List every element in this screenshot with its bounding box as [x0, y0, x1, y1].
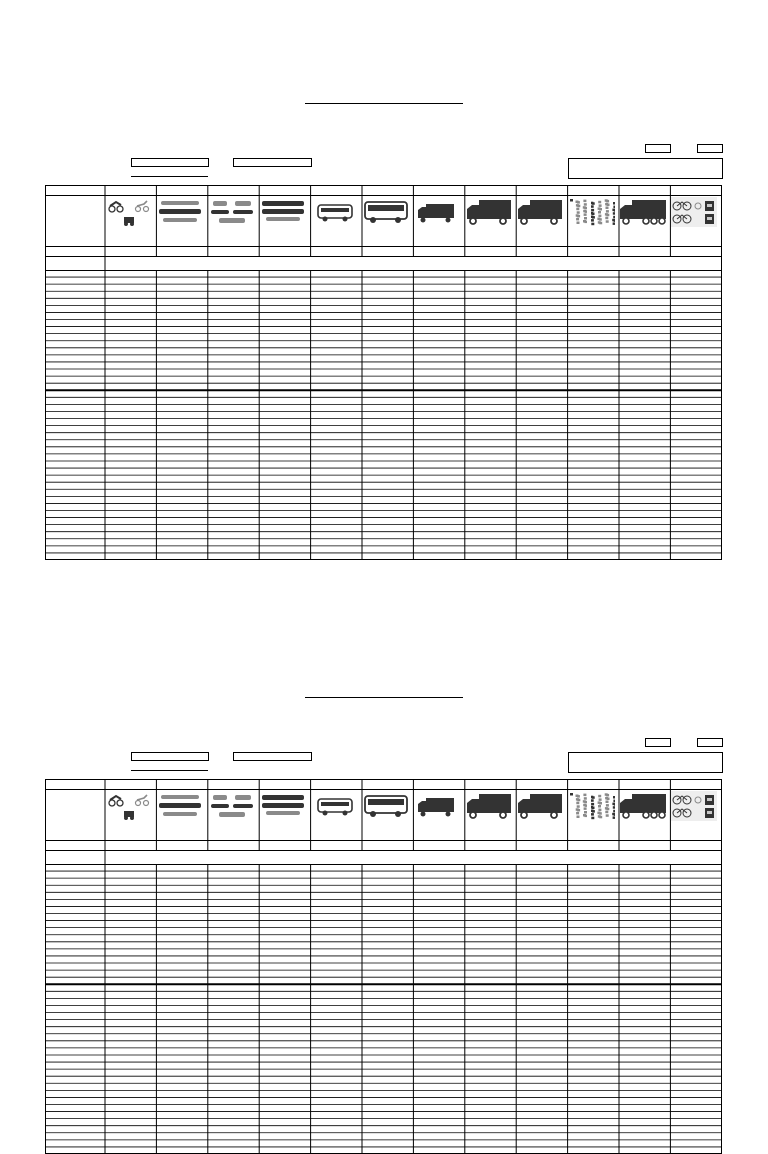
table-grid-lines [45, 779, 722, 1154]
field-underline [131, 176, 208, 177]
date-field-box[interactable] [131, 158, 209, 167]
location-info-box[interactable] [568, 158, 723, 179]
minibus-icon [312, 197, 361, 231]
motorcycle-scooter-icon [106, 197, 155, 231]
vehicle-count-table [45, 779, 722, 1154]
form-sheet-top [0, 0, 768, 470]
long-car-icon [260, 791, 309, 825]
bus-icon [363, 197, 412, 231]
location-info-box[interactable] [568, 752, 723, 773]
large-truck-icon [517, 791, 566, 825]
title-underline [305, 103, 463, 104]
long-car-icon [260, 197, 309, 231]
form-sheet-bottom [0, 594, 768, 1064]
bicycle-icon [671, 197, 720, 231]
time-field-box[interactable] [233, 158, 312, 167]
medium-truck-icon [466, 791, 515, 825]
table-grid-lines [45, 185, 722, 560]
vehicle-count-table [45, 185, 722, 560]
motorcycle-scooter-icon [106, 791, 155, 825]
title-underline [305, 697, 463, 698]
date-field-box[interactable] [131, 752, 209, 761]
bicycle-icon [671, 791, 720, 825]
page-number-box[interactable] [645, 144, 671, 153]
heavy-truck-icon [620, 791, 669, 825]
page-total-box[interactable] [697, 144, 723, 153]
time-field-box[interactable] [233, 752, 312, 761]
page-number-box[interactable] [645, 738, 671, 747]
medium-truck-icon [466, 197, 515, 231]
small-car-icon [209, 791, 258, 825]
trailer-truck-icon [569, 197, 618, 231]
field-underline [131, 770, 208, 771]
sedan-car-icon [157, 791, 206, 825]
large-truck-icon [517, 197, 566, 231]
small-truck-icon [414, 197, 463, 231]
minibus-icon [312, 791, 361, 825]
bus-icon [363, 791, 412, 825]
small-truck-icon [414, 791, 463, 825]
page-total-box[interactable] [697, 738, 723, 747]
sedan-car-icon [157, 197, 206, 231]
small-car-icon [209, 197, 258, 231]
heavy-truck-icon [620, 197, 669, 231]
trailer-truck-icon [569, 791, 618, 825]
